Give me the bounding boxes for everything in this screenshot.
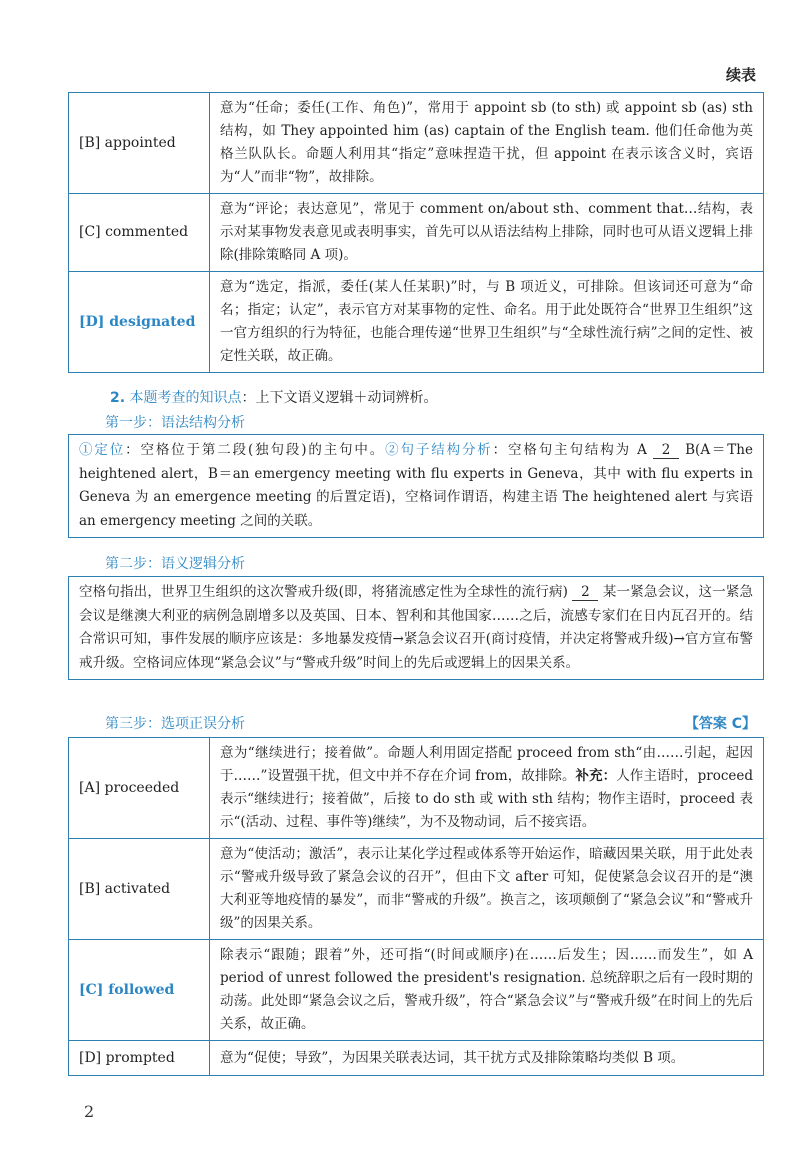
option-label-correct: [D] designated [69, 272, 210, 373]
step3-title: 第三步：选项正误分析 [105, 716, 245, 732]
locate-text: ：空格位于第二段(独句段)的主句中。 [125, 442, 386, 458]
table-row [69, 738, 764, 839]
option-label: [C] commented [69, 194, 210, 272]
option-explanation: 意为“评论；表达意见”，常见于 comment on/about sth、comment that…结构，表示对某事物发表意见或表明事实，首先可以从语法结构上排除，同时也可从语义逻辑上排除(排除策略同 A 项)。 [210, 194, 764, 272]
table-row [69, 272, 764, 373]
blank-number: 2 [653, 442, 679, 459]
semantic-analysis-box [68, 576, 764, 680]
point-label: 本题考查的知识点 [129, 390, 242, 406]
supplement-label: 补充： [575, 768, 617, 784]
option-label: [A] proceeded [69, 738, 210, 839]
structure-text-b: B(A＝The heightened alert，B＝an emergency meeting with flu experts in Geneva，其中 with flu experts in Geneva 为 an emergence meeting 的后置定语)，空格词作谓语，构建主语 The heightened alert 与宾语 an emergency meeting 之间的关联。 [79, 442, 753, 529]
answer-label: 【答案 C】 [684, 716, 756, 732]
step1-title: 第一步：语法结构分析 [105, 415, 245, 431]
blank-number: 2 [572, 584, 598, 601]
option-explanation: 除表示“跟随；跟着”外，还可指“(时间或顺序)在……后发生；因……而发生”，如 A period of unrest followed the president's resignation. 总统辞职之后有一段时期的动荡。此处即“紧急会议之后，警戒升级”，符合“紧急会议”与“警戒升级”在时间上的先后关系，故正确。 [210, 940, 764, 1041]
option-explanation [210, 738, 764, 839]
structure-tag: ②句子结构分析 [385, 442, 493, 458]
page-number: 2 [84, 1102, 95, 1121]
table-row [69, 93, 764, 194]
step2-title: 第二步：语义逻辑分析 [105, 556, 245, 572]
semantic-text-a: 空格句指出，世界卫生组织的这次警戒升级(即，将猪流感定性为全球性的流行病) [79, 584, 573, 600]
option-label-correct: [C] followed [69, 940, 210, 1041]
explanation-part: 人作主语时，proceed 表示“继续进行；接着做”，后接 to do sth 或 with sth 结构；物作主语时，proceed 表示“(活动、过程、事件等)继续”，为不及物动词，后不接宾语。 [220, 768, 754, 830]
option-explanation: 意为“使活动；激活”，表示让某化学过程或体系等开始运作，暗藏因果关联，用于此处表示“警戒升级导致了紧急会议的召开”，但由下文 after 可知，促使紧急会议召开的是“澳大利亚等地疫情的暴发”，而非“警戒的升级”。换言之，该项颠倒了“紧急会议”和“警戒升级”的因果关系。 [210, 839, 764, 940]
point-number: 2. [110, 390, 126, 406]
options-table-1 [68, 92, 764, 373]
explanation-part: 意为“继续进行；接着做”。命题人利用固定搭配 proceed from sth“由……引起，起因于……”设置强干扰，但文中并不存在介词 from，故排除。 [220, 745, 753, 784]
option-explanation: 意为“选定，指派，委任(某人任某职)”时，与 B 项近义，可排除。但该词还可意为“命名；指定；认定”，表示官方对某事物的定性、命名。用于此处既符合“世界卫生组织”这一官方组织的行为特征，也能合理传递“世界卫生组织”与“全球性流行病”之间的定性、被定性关联，故正确。 [210, 272, 764, 373]
option-label: [B] appointed [69, 93, 210, 194]
continued-label: 续表 [725, 66, 756, 84]
option-label: [D] prompted [69, 1041, 210, 1076]
knowledge-point [110, 387, 438, 407]
grammar-analysis-box [68, 434, 764, 538]
locate-tag: ①定位 [79, 442, 126, 458]
table-row [69, 194, 764, 272]
table-row [69, 839, 764, 940]
options-table-2 [68, 737, 764, 1076]
table-row [69, 1041, 764, 1076]
option-explanation: 意为“任命；委任(工作、角色)”，常用于 appoint sb (to sth) 或 appoint sb (as) sth 结构，如 They appointed him (as) captain of the English team. 他们任命他为英格兰队队长。命题人利用其“指定”意味捏造干扰，但 appoint 在表示该含义时，宾语为“人”而非“物”，故排除。 [210, 93, 764, 194]
option-explanation: 意为“促使；导致”，为因果关联表达词，其干扰方式及排除策略均类似 B 项。 [210, 1041, 764, 1076]
point-text: ：上下文语义逻辑＋动词辨析。 [241, 390, 438, 406]
option-label: [B] activated [69, 839, 210, 940]
semantic-text-b: 某一紧急会议，这一紧急会议是继澳大利亚的病例急剧增多以及英国、日本、智利和其他国家……之后，流感专家们在日内瓦召开的。结合常识可知，事件发展的顺序应该是：多地暴发疫情→紧急会议召开(商讨疫情，并决定将警戒升级)→官方宣布警戒升级。空格词应体现“紧急会议”与“警戒升级”时间上的先后或逻辑上的因果关系。 [79, 584, 754, 671]
structure-text-a: ：空格句主句结构为 A [492, 442, 653, 458]
table-row [69, 940, 764, 1041]
